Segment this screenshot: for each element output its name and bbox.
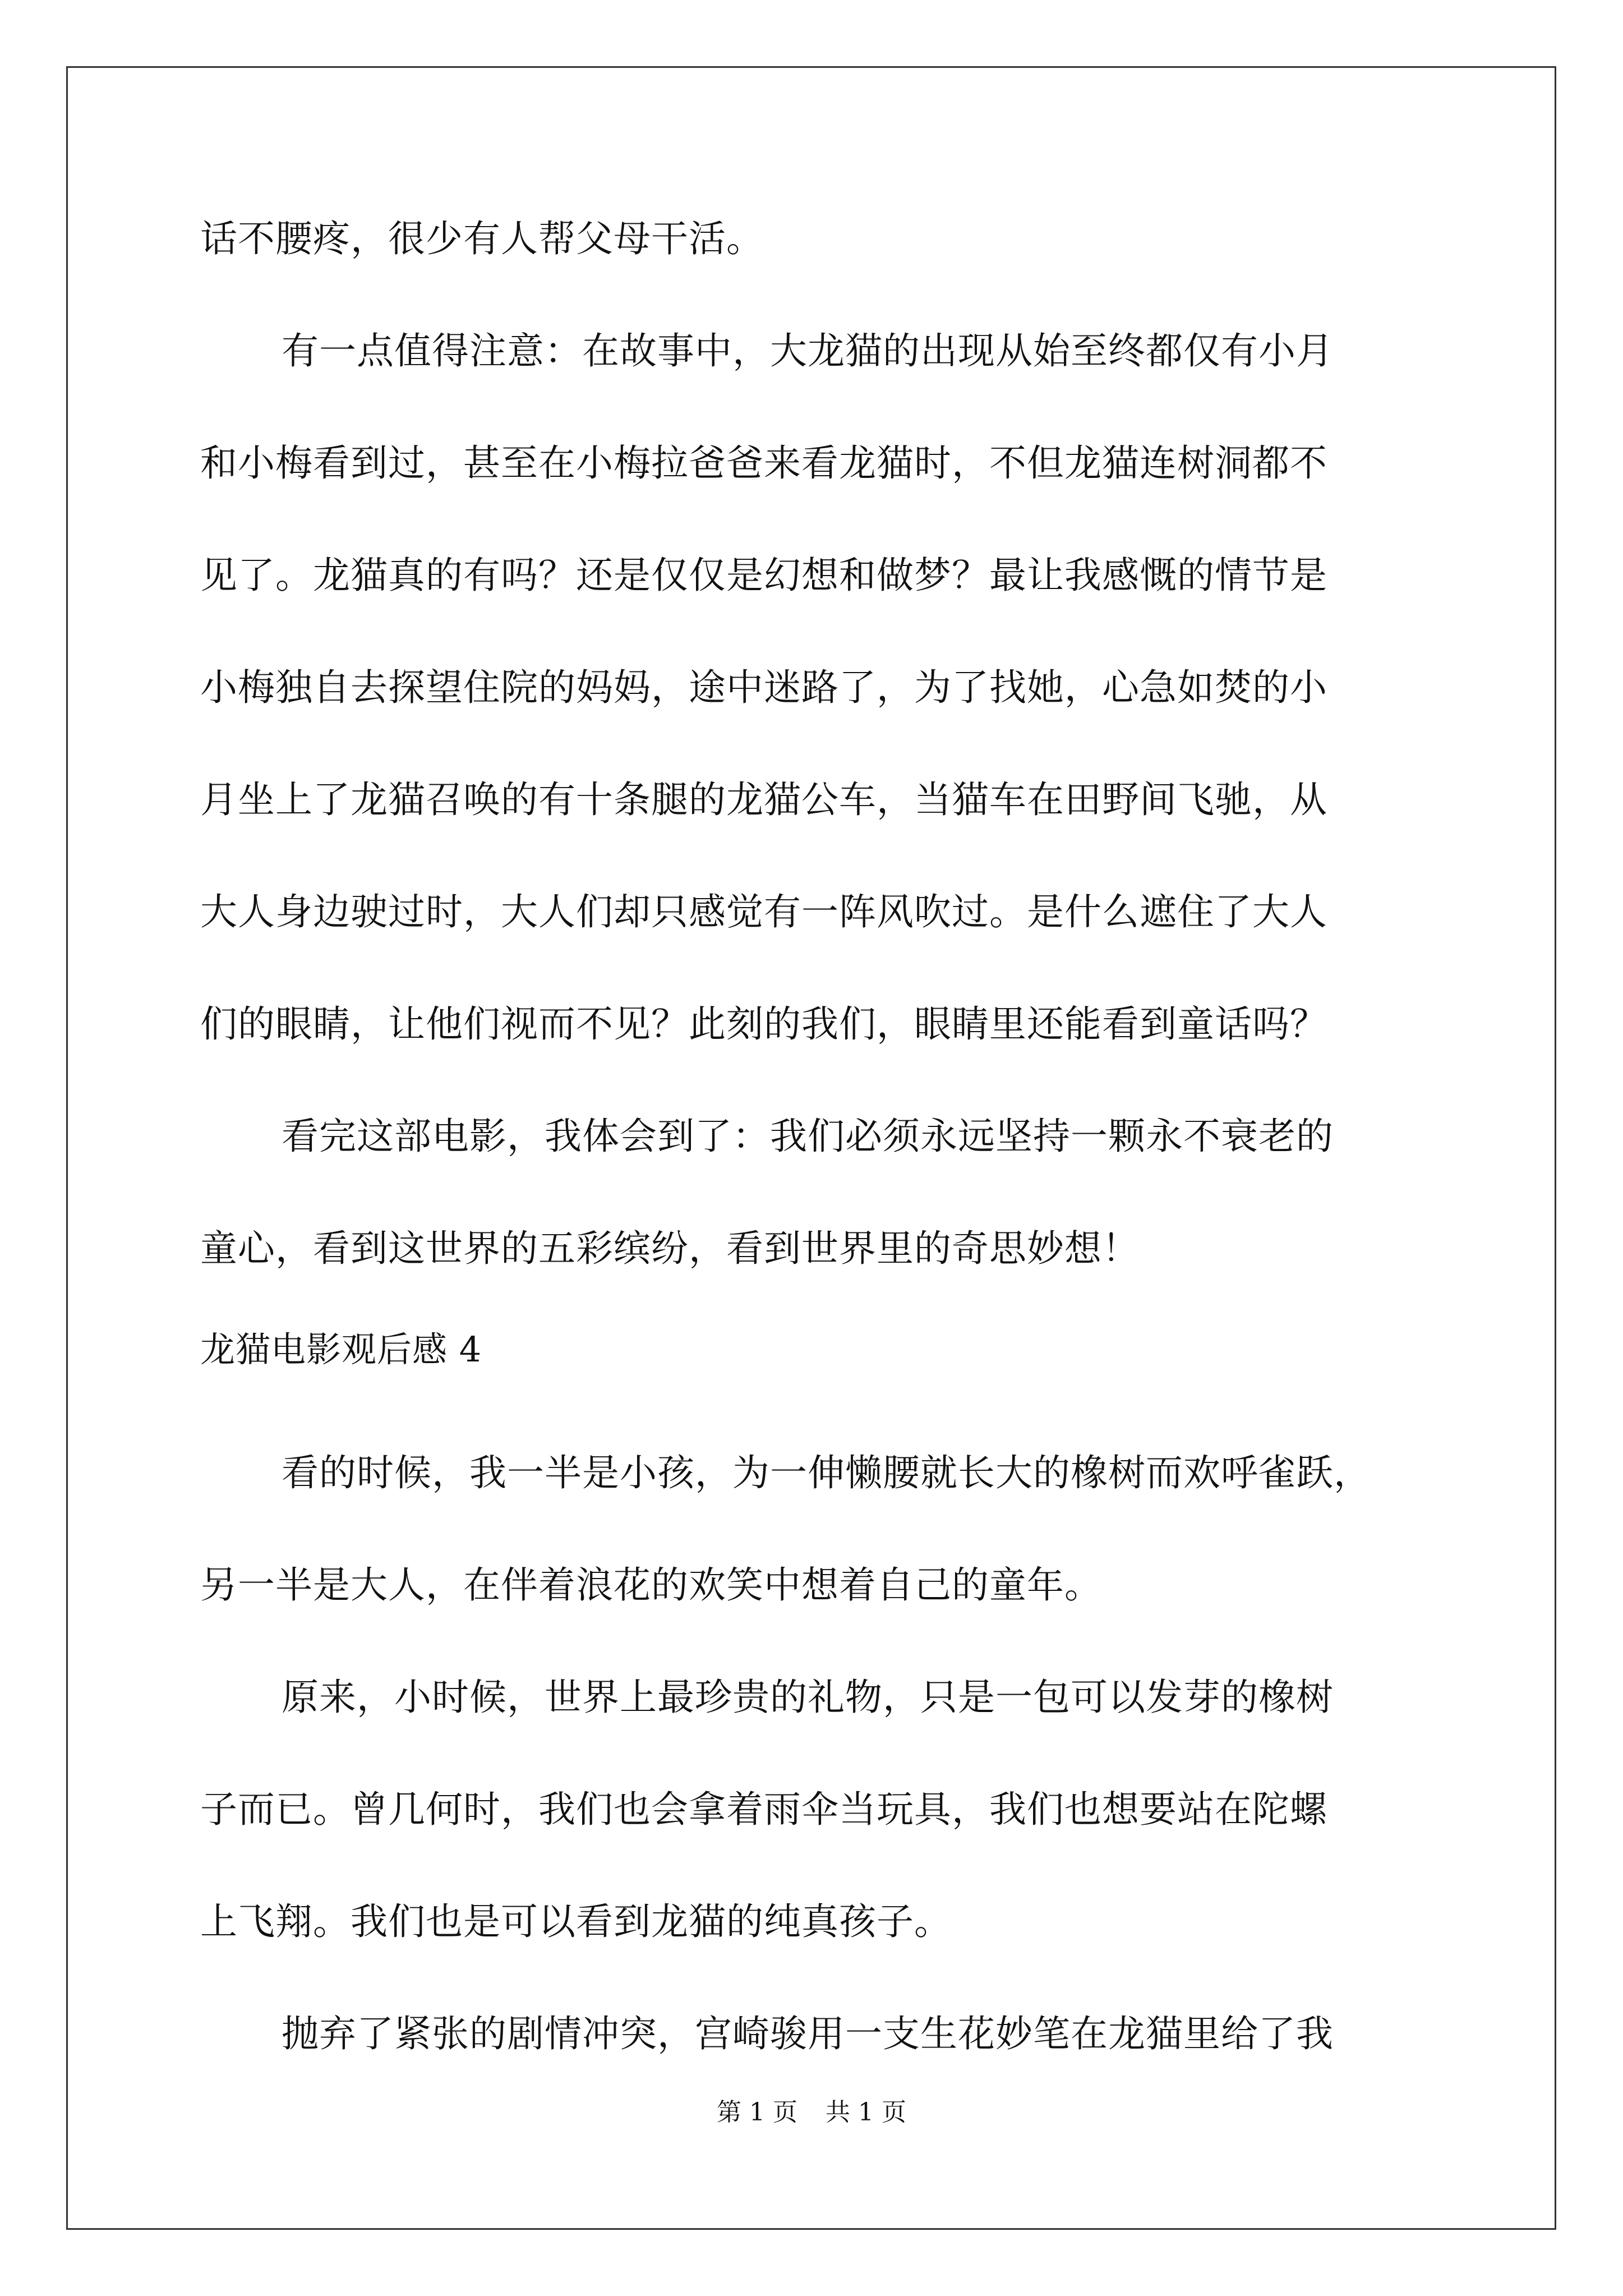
text-line: 看的时候，我一半是小孩，为一伸懒腰就长大的橡树而欢呼雀跃，	[282, 1451, 1371, 1494]
page-total: 共 1 页	[826, 2098, 906, 2127]
text-line: 和小梅看到过，甚至在小梅拉爸爸来看龙猫时，不但龙猫连树洞都不	[200, 441, 1327, 485]
section-heading: 龙猫电影观后感 4	[200, 1329, 482, 1370]
text-line: 原来，小时候，世界上最珍贵的礼物，只是一包可以发芽的橡树	[282, 1676, 1334, 1719]
text-line: 另一半是大人，在伴着浪花的欢笑中想着自己的童年。	[200, 1563, 1102, 1607]
text-line: 小梅独自去探望住院的妈妈，途中迷路了，为了找她，心急如焚的小	[200, 666, 1327, 709]
page-footer	[0, 2096, 1623, 2129]
text-line: 们的眼睛，让他们视而不见？此刻的我们，眼睛里还能看到童话吗？	[200, 1002, 1327, 1046]
text-line: 有一点值得注意：在故事中，大龙猫的出现从始至终都仅有小月	[282, 329, 1334, 372]
text-line: 月坐上了龙猫召唤的有十条腿的龙猫公车，当猫车在田野间飞驰，从	[200, 778, 1327, 821]
text-line: 大人身边驶过时，大人们却只感觉有一阵风吹过。是什么遮住了大人	[200, 890, 1327, 933]
text-line: 童心，看到这世界的五彩缤纷，看到世界里的奇思妙想！	[200, 1227, 1140, 1270]
text-line: 看完这部电影，我体会到了：我们必须永远坚持一颗永不衰老的	[282, 1115, 1334, 1158]
text-line: 上飞翔。我们也是可以看到龙猫的纯真孩子。	[200, 1900, 952, 1943]
text-line: 话不腰疼，很少有人帮父母干活。	[200, 217, 764, 260]
page-number: 第 1 页	[717, 2098, 797, 2127]
text-line: 子而已。曾几何时，我们也会拿着雨伞当玩具，我们也想要站在陀螺	[200, 1788, 1327, 1831]
text-line: 见了。龙猫真的有吗？还是仅仅是幻想和做梦？最让我感慨的情节是	[200, 554, 1327, 597]
text-line: 抛弃了紧张的剧情冲突，宫崎骏用一支生花妙笔在龙猫里给了我	[282, 2012, 1334, 2055]
